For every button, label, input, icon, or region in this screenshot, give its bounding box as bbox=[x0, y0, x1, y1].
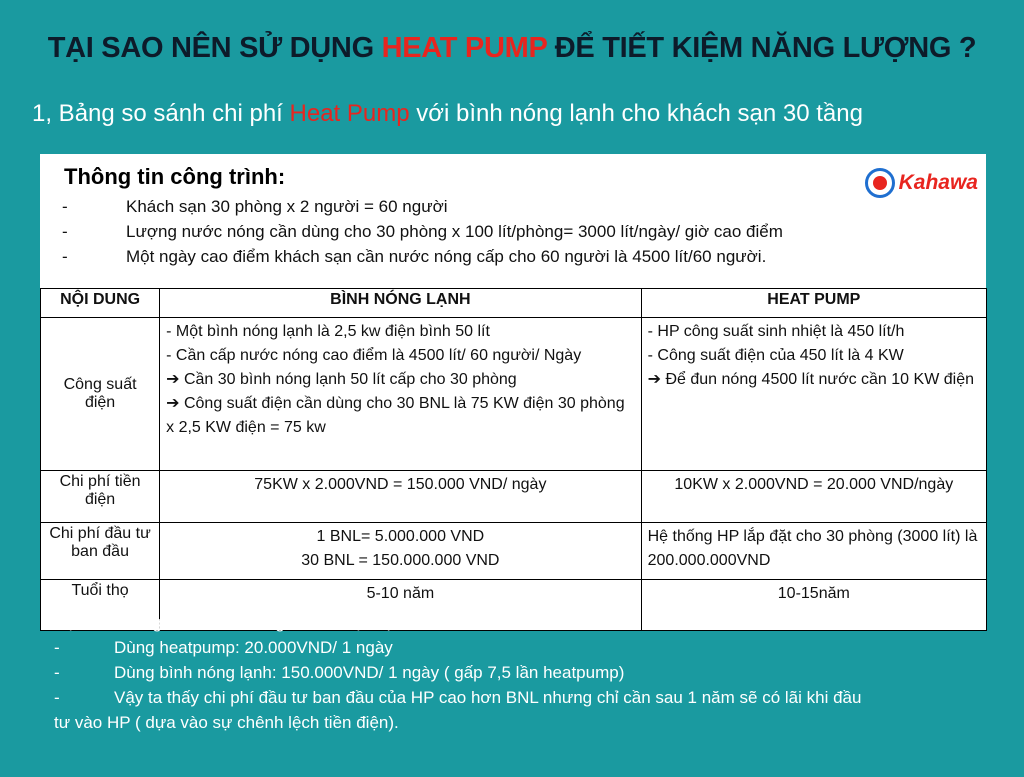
bullet-dash: - bbox=[54, 638, 60, 657]
list-item bbox=[54, 660, 954, 685]
table-row bbox=[41, 318, 987, 471]
info-list bbox=[62, 194, 783, 269]
list-item bbox=[62, 194, 783, 219]
column-header: HEAT PUMP bbox=[641, 289, 986, 318]
comparison-table bbox=[40, 288, 987, 631]
cell-line: ➔ Cần 30 bình nóng lạnh 50 lít cấp cho 30 phòng bbox=[166, 371, 517, 388]
row-label: Công suất điện bbox=[41, 318, 160, 471]
section-subtitle bbox=[32, 100, 863, 128]
water-drop-icon bbox=[865, 168, 895, 198]
cell-line: 10-15năm bbox=[777, 585, 850, 602]
subtitle-before: 1, Bảng so sánh chi phí bbox=[32, 100, 290, 127]
bnl-cell bbox=[160, 318, 642, 471]
info-item: Lượng nước nóng cần dùng cho 30 phòng x 100 lít/phòng= 3000 lít/ngày/ giờ cao điểm bbox=[126, 222, 783, 241]
notes-intro: Dựa vào bảng trên ta có thống kê và nhận định sau: bbox=[54, 613, 447, 632]
subtitle-highlight: Heat Pump bbox=[289, 100, 410, 127]
title-after: ĐỂ TIẾT KIỆM NĂNG LƯỢNG ? bbox=[547, 32, 977, 64]
list-item bbox=[54, 635, 954, 660]
cell-line: 5-10 năm bbox=[366, 585, 435, 602]
hp-cell bbox=[641, 471, 986, 523]
row-label: Chi phí tiền điện bbox=[41, 471, 160, 523]
column-header: NỘI DUNG bbox=[41, 289, 160, 318]
kahawa-logo bbox=[865, 168, 978, 198]
note-continuation: tư vào HP ( dựa vào sự chênh lệch tiền điện). bbox=[54, 713, 399, 732]
bullet-dash: - bbox=[54, 688, 60, 707]
cell-line: 10KW x 2.000VND = 20.000 VND/ngày bbox=[674, 476, 954, 493]
logo-text: Kahawa bbox=[898, 171, 978, 194]
cell-line: 30 BNL = 150.000.000 VND bbox=[301, 552, 500, 569]
title-highlight: HEAT PUMP bbox=[381, 32, 547, 64]
cell-line: - Cần cấp nước nóng cao điểm là 4500 lít/ 60 người/ Ngày bbox=[166, 347, 582, 364]
cell-line: - Một bình nóng lạnh là 2,5 kw điện bình 50 lít bbox=[166, 323, 490, 340]
cell-line: Hệ thống HP lắp đặt cho 30 phòng (3000 lít) là 200.000.000VND bbox=[647, 528, 978, 569]
bnl-cell bbox=[160, 471, 642, 523]
bnl-cell bbox=[160, 523, 642, 580]
cell-line: - HP công suất sinh nhiệt là 450 lít/h bbox=[647, 323, 905, 340]
note-item: Dùng bình nóng lạnh: 150.000VND/ 1 ngày ( gấp 7,5 lần heatpump) bbox=[114, 663, 625, 682]
table-header-row bbox=[41, 289, 987, 318]
cell-line: 75KW x 2.000VND = 150.000 VND/ ngày bbox=[254, 476, 547, 493]
table-row bbox=[41, 523, 987, 580]
cell-line: - Công suất điện của 450 lít là 4 KW bbox=[647, 347, 904, 364]
bullet-dash: - bbox=[62, 247, 68, 266]
table-row bbox=[41, 471, 987, 523]
title-before: TẠI SAO NÊN SỬ DỤNG bbox=[47, 32, 382, 64]
row-label: Chi phí đầu tư ban đầu bbox=[41, 523, 160, 580]
column-header: BÌNH NÓNG LẠNH bbox=[160, 289, 642, 318]
hp-cell bbox=[641, 318, 986, 471]
bullet-dash: - bbox=[62, 197, 68, 216]
bullet-dash: - bbox=[54, 663, 60, 682]
note-item: Dùng heatpump: 20.000VND/ 1 ngày bbox=[114, 638, 393, 657]
info-item: Một ngày cao điểm khách sạn cần nước nóng cấp cho 60 người là 4500 lít/60 người. bbox=[126, 247, 767, 266]
row-label: Tuổi thọ bbox=[41, 580, 160, 631]
page-title bbox=[0, 32, 1024, 65]
list-item bbox=[62, 219, 783, 244]
list-item bbox=[62, 244, 783, 269]
cell-line: 1 BNL= 5.000.000 VND bbox=[316, 528, 485, 545]
note-item: Vậy ta thấy chi phí đầu tư ban đầu của HP cao hơn BNL nhưng chỉ cần sau 1 năm sẽ có lãi khi đầu bbox=[114, 688, 862, 707]
subtitle-after: với bình nóng lạnh cho khách sạn 30 tầng bbox=[409, 100, 863, 127]
project-info-box bbox=[40, 154, 986, 288]
info-heading: Thông tin công trình: bbox=[64, 164, 286, 189]
list-item bbox=[54, 685, 954, 710]
info-item: Khách sạn 30 phòng x 2 người = 60 người bbox=[126, 197, 448, 216]
bullet-dash: - bbox=[62, 222, 68, 241]
cell-line: ➔ Công suất điện cần dùng cho 30 BNL là 75 KW điện 30 phòng x 2,5 KW điện = 75 kw bbox=[166, 395, 625, 436]
hp-cell bbox=[641, 523, 986, 580]
cell-line: ➔ Để đun nóng 4500 lít nước cần 10 KW điện bbox=[647, 371, 974, 388]
conclusion-notes bbox=[54, 610, 954, 735]
